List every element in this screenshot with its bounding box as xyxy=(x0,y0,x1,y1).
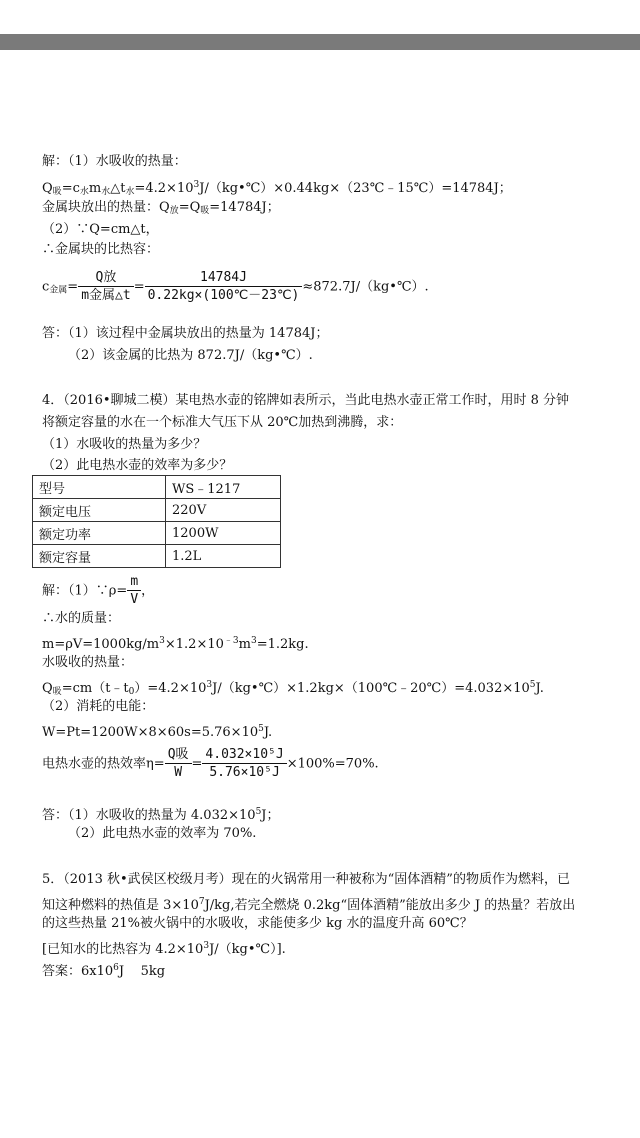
fraction-numerator: Q吸 xyxy=(165,747,192,764)
sol1-text: 金属块放出的热量：Q xyxy=(42,200,170,215)
sol4-text: J/（kg•℃）×1.2kg×（100℃﹣20℃）=4.032×10 xyxy=(212,681,530,696)
sol1-text: J/（kg•℃）×0.44kg×（23℃﹣15℃）=14784J； xyxy=(199,181,512,196)
q5-sup: 3 xyxy=(203,941,210,951)
table-cell: 220V xyxy=(166,499,281,522)
sol4-text: ， xyxy=(141,583,155,599)
sol4-answer2 xyxy=(68,826,256,842)
sol1-text: =Q xyxy=(178,200,201,215)
sol1-text: m xyxy=(88,181,102,196)
table-cell: 额定功率 xyxy=(33,522,166,545)
sol4-sup: 5 xyxy=(255,807,262,817)
q5-text: J 5kg xyxy=(118,964,166,979)
fraction-q-over-w xyxy=(165,747,192,781)
sol4-text: ×1.2×10 xyxy=(164,637,224,652)
sol1-text: =c xyxy=(61,181,80,196)
sol1-answer1 xyxy=(42,326,328,342)
q5-text: 的这些热量 21%被火锅中的水吸收，求能使多少 kg 水的温度升高 60℃？ xyxy=(42,916,473,931)
q5-text: [已知水的比热容为 4.2×10 xyxy=(42,942,204,957)
q5-line2 xyxy=(42,894,575,914)
sol4-sup: 3 xyxy=(206,680,213,690)
q5-line1 xyxy=(42,872,570,888)
sol4-text: （2）消耗的电能： xyxy=(42,699,155,714)
sol1-text: （2）该金属的比热为 872.7J/（kg•℃）. xyxy=(68,348,313,363)
sol1-text: 答：（1）该过程中金属块放出的热量为 14784J； xyxy=(42,326,329,341)
sol4-line2 xyxy=(42,611,120,627)
fraction-denominator: m金属△t xyxy=(81,288,131,303)
sol4-text: ）=4.2×10 xyxy=(134,681,207,696)
q5-line4 xyxy=(42,938,286,958)
table-cell: 型号 xyxy=(33,476,166,499)
document-page xyxy=(0,50,640,1138)
table-cell: 1.2L xyxy=(166,545,281,568)
q5-text: 知这种燃料的热值是 3×10 xyxy=(42,898,199,913)
q4-line3 xyxy=(42,437,206,453)
sol4-text: ×100%=70%. xyxy=(286,756,379,772)
q4-line2 xyxy=(42,415,402,431)
sol1-sub: 水 xyxy=(125,187,135,197)
sol1-text: ≈872.7J/（kg•℃）. xyxy=(302,279,429,295)
q4-text: （2）此电热水壶的效率为多少？ xyxy=(42,458,233,473)
sol4-text: m=ρV=1000kg/m xyxy=(42,637,160,652)
sol1-sub: 吸 xyxy=(52,187,62,197)
sol1-sub: 放 xyxy=(169,206,179,216)
sol4-text: J； xyxy=(261,808,280,823)
top-gray-strip xyxy=(0,34,640,50)
sol1-line2 xyxy=(42,177,512,200)
sol1-line3 xyxy=(42,200,280,219)
sol4-line3 xyxy=(42,633,309,653)
fraction-denominator: W xyxy=(174,765,183,780)
sol1-sub: 金属 xyxy=(49,285,68,296)
sol4-line1 xyxy=(42,574,154,608)
sol4-text: =cm（t﹣t xyxy=(61,681,129,696)
sol4-text: 电热水壶的热效率η= xyxy=(42,756,165,772)
q5-sup: 7 xyxy=(198,897,205,907)
q5-line3 xyxy=(42,916,473,932)
sol4-text: J. xyxy=(535,681,544,696)
sol4-text: ∴水的质量： xyxy=(42,611,121,626)
sol1-answer2 xyxy=(68,348,313,364)
sol1-text: △t xyxy=(110,181,126,196)
q4-text: 4．（2016•聊城二模）某电热水壶的铭牌如表所示，当此电热水壶正常工作时，用时 8 分钟 xyxy=(42,393,570,408)
sol4-efficiency-formula xyxy=(42,747,379,787)
sol4-text: J. xyxy=(263,725,273,740)
sol1-line4 xyxy=(42,222,159,238)
sol4-sub: 0 xyxy=(128,687,135,697)
sol4-text: 答：（1）水吸收的热量为 4.032×10 xyxy=(42,808,256,823)
sol1-text: = xyxy=(133,279,145,295)
table-row xyxy=(33,499,281,522)
fraction-m-over-v xyxy=(127,574,141,608)
sol4-sup: 3 xyxy=(159,636,165,646)
fraction-value xyxy=(145,270,303,304)
fraction-denominator: 5.76×10⁵J xyxy=(209,765,280,780)
table-row xyxy=(33,522,281,545)
spec-table xyxy=(32,475,281,568)
table-cell: 1200W xyxy=(166,522,281,545)
sol1-formula xyxy=(42,270,429,306)
sol4-answer1 xyxy=(42,804,280,824)
sol4-sup: ﹣3 xyxy=(223,636,239,646)
q4-line4 xyxy=(42,458,232,474)
fraction-numerator: 4.032×10⁵J xyxy=(202,747,286,764)
sol4-text: Q xyxy=(42,681,53,696)
sol4-line6 xyxy=(42,699,154,715)
sol4-text: =1.2kg. xyxy=(256,637,309,652)
top-bar xyxy=(0,0,640,50)
q5-text: 5．（2013 秋•武侯区校级月考）现在的火锅常用一种被称为“固体酒精”的物质作为燃料，已 xyxy=(42,872,570,887)
sol4-text: = xyxy=(191,756,203,772)
sol1-text: =4.2×10 xyxy=(134,181,194,196)
sol1-line5 xyxy=(42,242,159,258)
q4-line1 xyxy=(42,393,569,409)
sol4-sup: 5 xyxy=(529,680,536,690)
sol4-text: 水吸收的热量： xyxy=(42,655,134,670)
q5-text: J/kg,若完全燃烧 0.2kg“固体酒精”能放出多少 J 的热量？若放出 xyxy=(204,898,576,913)
sol1-sup: 3 xyxy=(193,180,200,190)
q4-text: 将额定容量的水在一个标准大气压下从 20℃加热到沸腾，求： xyxy=(42,415,403,430)
sol1-text: c xyxy=(42,279,50,295)
sol4-sup: 5 xyxy=(258,724,264,734)
sol1-text: ∴金属块的比热容： xyxy=(42,242,160,257)
sol4-text: （2）此电热水壶的效率为 70%. xyxy=(68,826,257,841)
fraction-numerator: m xyxy=(127,574,141,591)
table-row xyxy=(33,545,281,568)
sol4-line4 xyxy=(42,655,133,671)
table-cell: 额定容量 xyxy=(33,545,166,568)
sol4-sup: 3 xyxy=(250,636,257,646)
fraction-q-over-mt xyxy=(78,270,133,304)
sol1-sub: 水 xyxy=(101,187,111,197)
table-row xyxy=(33,476,281,499)
q5-text: 答案：6x10 xyxy=(42,964,114,979)
sol1-line1 xyxy=(42,154,187,170)
sol4-sub: 吸 xyxy=(52,687,62,697)
fraction-numerator: Q放 xyxy=(78,270,133,287)
sol4-text: 解：（1）∵ρ= xyxy=(42,583,128,599)
sol1-sub: 水 xyxy=(79,187,89,197)
fraction-denominator: 0.22kg×(100℃－23℃) xyxy=(147,288,300,303)
q5-text: J/（kg•℃）]. xyxy=(209,942,286,957)
sol1-sub: 吸 xyxy=(200,206,210,216)
sol4-line5 xyxy=(42,677,544,700)
q4-text: （1）水吸收的热量为多少？ xyxy=(42,437,207,452)
sol1-text: =14784J； xyxy=(209,200,280,215)
table-cell: 额定电压 xyxy=(33,499,166,522)
sol4-text: m xyxy=(238,637,251,652)
fraction-denominator: V xyxy=(130,592,139,607)
sol1-text: （2）∵Q=cm△t， xyxy=(42,222,159,237)
sol1-text: = xyxy=(67,279,79,295)
table-cell: WS﹣1217 xyxy=(166,476,281,499)
sol4-text: W=Pt=1200W×8×60s=5.76×10 xyxy=(42,725,259,740)
sol1-text: 解：（1）水吸收的热量： xyxy=(42,154,187,169)
sol1-text: Q xyxy=(42,181,53,196)
sol4-line7 xyxy=(42,721,272,741)
fraction-numerator: 14784J xyxy=(145,270,303,287)
fraction-efficiency-value xyxy=(202,747,286,781)
q5-sup: 6 xyxy=(113,963,119,973)
q5-answer xyxy=(42,960,165,980)
